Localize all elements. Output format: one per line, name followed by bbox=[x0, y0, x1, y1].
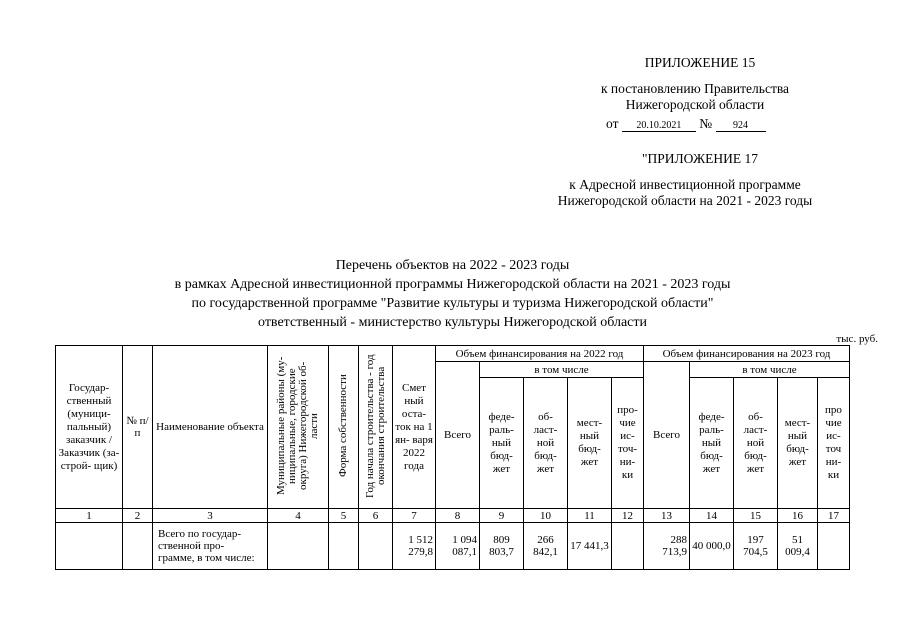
header-ownership-text: Форма собственности bbox=[337, 374, 349, 477]
column-number: 9 bbox=[480, 509, 524, 523]
cell-customer bbox=[56, 523, 123, 570]
column-number: 14 bbox=[690, 509, 734, 523]
appendix-title: ПРИЛОЖЕНИЕ 15 bbox=[644, 55, 756, 70]
header-total-2023: Всего bbox=[644, 362, 690, 509]
cell-program-total-name: Всего по государ- ственной про- грамме, в том числе: bbox=[153, 523, 268, 570]
header-other-2023: про чие ис- точ ни- ки bbox=[818, 378, 850, 509]
header-municipality bbox=[268, 346, 329, 509]
cell-other-2022 bbox=[612, 523, 644, 570]
column-number: 8 bbox=[436, 509, 480, 523]
cell-total-2023: 288 713,9 bbox=[644, 523, 690, 570]
header-municipality-text: Муниципальные районы (му- ниципальные, городские округа) Нижегородской об- ласти bbox=[275, 356, 320, 495]
column-number: 13 bbox=[644, 509, 690, 523]
cell-federal-2022: 809 803,7 bbox=[480, 523, 524, 570]
table-row bbox=[56, 523, 850, 570]
column-number: 6 bbox=[359, 509, 393, 523]
appendix-17-title: "ПРИЛОЖЕНИЕ 17 bbox=[641, 151, 759, 166]
column-number: 16 bbox=[778, 509, 818, 523]
cell-regional-2023: 197 704,5 bbox=[734, 523, 778, 570]
document-title-1: Перечень объектов на 2022 - 2023 годы bbox=[335, 258, 570, 273]
column-number: 1 bbox=[56, 509, 123, 523]
resolution-line-2: Нижегородской области bbox=[625, 97, 765, 112]
header-object-name: Наименование объекта bbox=[153, 346, 268, 509]
document-title-2: в рамках Адресной инвестиционной программы Нижегородской области на 2021 - 2023 годы bbox=[174, 277, 731, 292]
cell-number bbox=[123, 523, 153, 570]
header-local-2022: мест- ный бюд- жет bbox=[568, 378, 612, 509]
header-federal-2022: феде- раль- ный бюд- жет bbox=[480, 378, 524, 509]
header-regional-2022: об- ласт- ной бюд- жет bbox=[524, 378, 568, 509]
header-federal-2023: феде- раль- ный бюд- жет bbox=[690, 378, 734, 509]
header-customer: Государ- ственный (муници- пальный) заказчик / Заказчик (за- строй- щик) bbox=[56, 346, 123, 509]
column-number: 7 bbox=[393, 509, 436, 523]
header-estimate: Смет ный оста- ток на 1 ян- варя 2022 года bbox=[393, 346, 436, 509]
document-title-3: по государственной программе "Развитие культуры и туризма Нижегородской области" bbox=[191, 296, 714, 311]
objects-table bbox=[55, 345, 850, 570]
from-label: от bbox=[606, 116, 619, 131]
column-number: 11 bbox=[568, 509, 612, 523]
cell-total-2022: 1 094 087,1 bbox=[436, 523, 480, 570]
units-label: тыс. руб. bbox=[836, 333, 878, 345]
column-numbers-row bbox=[56, 509, 850, 523]
program-line-1: к Адресной инвестиционной программе bbox=[569, 177, 801, 192]
number-label: № bbox=[699, 116, 713, 131]
resolution-line-1: к постановлению Правительства bbox=[600, 81, 790, 96]
header-financing-2022: Объем финансирования на 2022 год bbox=[436, 346, 644, 362]
column-number: 10 bbox=[524, 509, 568, 523]
column-number: 17 bbox=[818, 509, 850, 523]
header-including-2023: в том числе bbox=[690, 362, 850, 378]
header-including-2022: в том числе bbox=[480, 362, 644, 378]
header-ownership bbox=[329, 346, 359, 509]
cell-municipality bbox=[268, 523, 329, 570]
resolution-date: 20.10.2021 bbox=[622, 120, 696, 132]
column-number: 4 bbox=[268, 509, 329, 523]
header-years bbox=[359, 346, 393, 509]
column-number: 3 bbox=[153, 509, 268, 523]
column-number: 12 bbox=[612, 509, 644, 523]
program-line-2: Нижегородской области на 2021 - 2023 годы bbox=[557, 193, 813, 208]
document-title-4: ответственный - министерство культуры Нижегородской области bbox=[258, 315, 647, 330]
column-number: 15 bbox=[734, 509, 778, 523]
resolution-number: 924 bbox=[716, 120, 766, 132]
cell-local-2023: 51 009,4 bbox=[778, 523, 818, 570]
header-other-2022: про- чие ис- точ- ни- ки bbox=[612, 378, 644, 509]
cell-estimate: 1 512 279,8 bbox=[393, 523, 436, 570]
header-total-2022: Всего bbox=[436, 362, 480, 509]
cell-other-2023 bbox=[818, 523, 850, 570]
cell-years bbox=[359, 523, 393, 570]
header-number: № п/п bbox=[123, 346, 153, 509]
header-years-text: Год начала строительства - год окончания строительства bbox=[363, 353, 387, 498]
resolution-date-line bbox=[606, 116, 766, 132]
cell-regional-2022: 266 842,1 bbox=[524, 523, 568, 570]
cell-local-2022: 17 441,3 bbox=[568, 523, 612, 570]
cell-federal-2023: 40 000,0 bbox=[690, 523, 734, 570]
column-number: 2 bbox=[123, 509, 153, 523]
header-financing-2023: Объем финансирования на 2023 год bbox=[644, 346, 850, 362]
header-regional-2023: об- ласт- ной бюд- жет bbox=[734, 378, 778, 509]
header-local-2023: мест- ный бюд- жет bbox=[778, 378, 818, 509]
cell-ownership bbox=[329, 523, 359, 570]
column-number: 5 bbox=[329, 509, 359, 523]
